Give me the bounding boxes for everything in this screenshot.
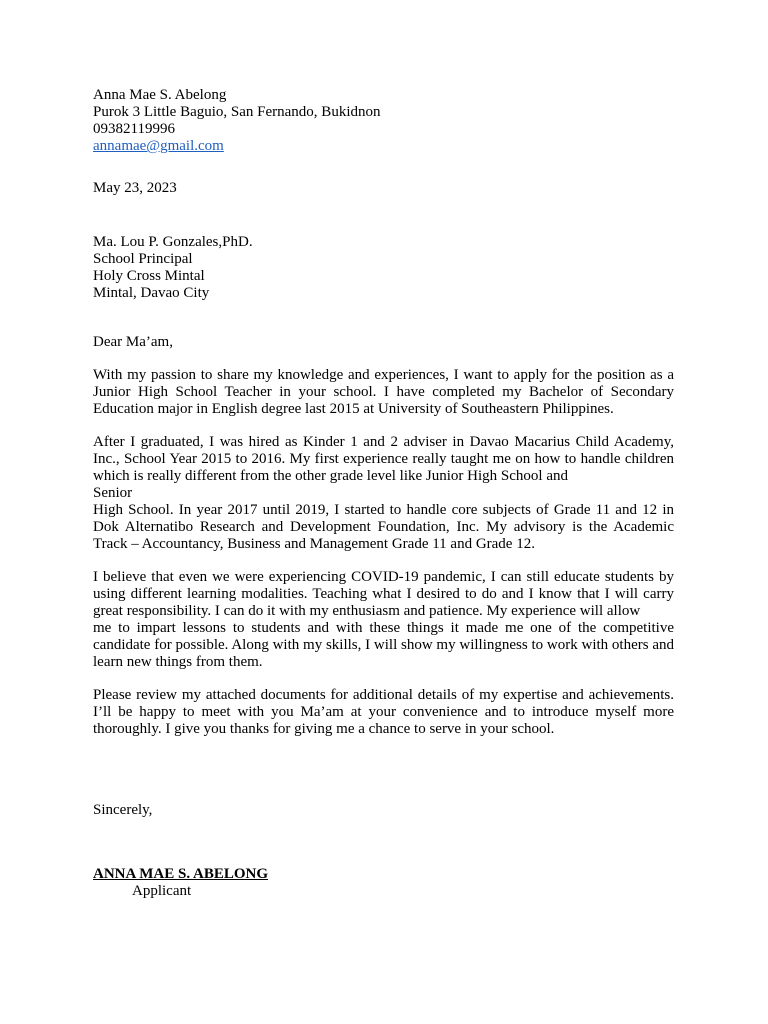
recipient-title: School Principal <box>93 251 193 267</box>
sender-address: Purok 3 Little Baguio, San Fernando, Bukidnon <box>93 104 381 120</box>
signature-block <box>93 866 674 900</box>
paragraph-closing: Please review my attached documents for additional details of my expertise and achievements. I’ll be happy to meet with you Ma’am at your convenience and to introduce myself more thoroughly. I give you thanks for giving me a chance to serve in your school. <box>93 687 674 737</box>
letter-date: May 23, 2023 <box>93 180 177 196</box>
recipient-school: Holy Cross Mintal <box>93 268 205 284</box>
paragraph-experience: After I graduated, I was hired as Kinder 1 and 2 adviser in Davao Macarius Child Academy, Inc., School Year 2015 to 2016. My first experience really taught me on how to handle children which is really different from the other grade level like Junior High School and <box>93 434 674 484</box>
cover-letter <box>93 87 674 900</box>
paragraph-motivation-continued: me to impart lessons to students and with these things it made me one of the competitive candidate for possible. Along with my skills, I will show my willingness to work with others and learn new things from them. <box>93 620 674 670</box>
signature-name: ANNA MAE S. ABELONG <box>93 866 269 882</box>
sender-email-link[interactable]: annamae@gmail.com <box>93 138 224 154</box>
recipient-block <box>93 234 674 302</box>
recipient-location: Mintal, Davao City <box>93 285 210 301</box>
sender-name: Anna Mae S. Abelong <box>93 87 227 103</box>
sender-block <box>93 87 674 155</box>
closing: Sincerely, <box>93 802 153 818</box>
signature-title: Applicant <box>132 883 192 899</box>
sender-phone: 09382119996 <box>93 121 175 137</box>
recipient-name: Ma. Lou P. Gonzales,PhD. <box>93 234 253 250</box>
paragraph-experience-continued: High School. In year 2017 until 2019, I started to handle core subjects of Grade 11 and 12 in Dok Alternatibo Research and Development Foundation, Inc. My advisory is the Academic Track – Accountancy, Business and Management Grade 11 and Grade 12. <box>93 502 674 552</box>
paragraph-intro: With my passion to share my knowledge and experiences, I want to apply for the position as a Junior High School Teacher in your school. I have completed my Bachelor of Secondary Education major in English degree last 2015 at University of Southeastern Philippines. <box>93 367 674 417</box>
salutation: Dear Ma’am, <box>93 334 173 350</box>
paragraph-experience-break: Senior <box>93 485 133 501</box>
paragraph-motivation: I believe that even we were experiencing COVID-19 pandemic, I can still educate students by using different learning modalities. Teaching what I desired to do and I know that I will carry great responsibility. I can do it with my enthusiasm and patience. My experience will allow <box>93 569 674 619</box>
